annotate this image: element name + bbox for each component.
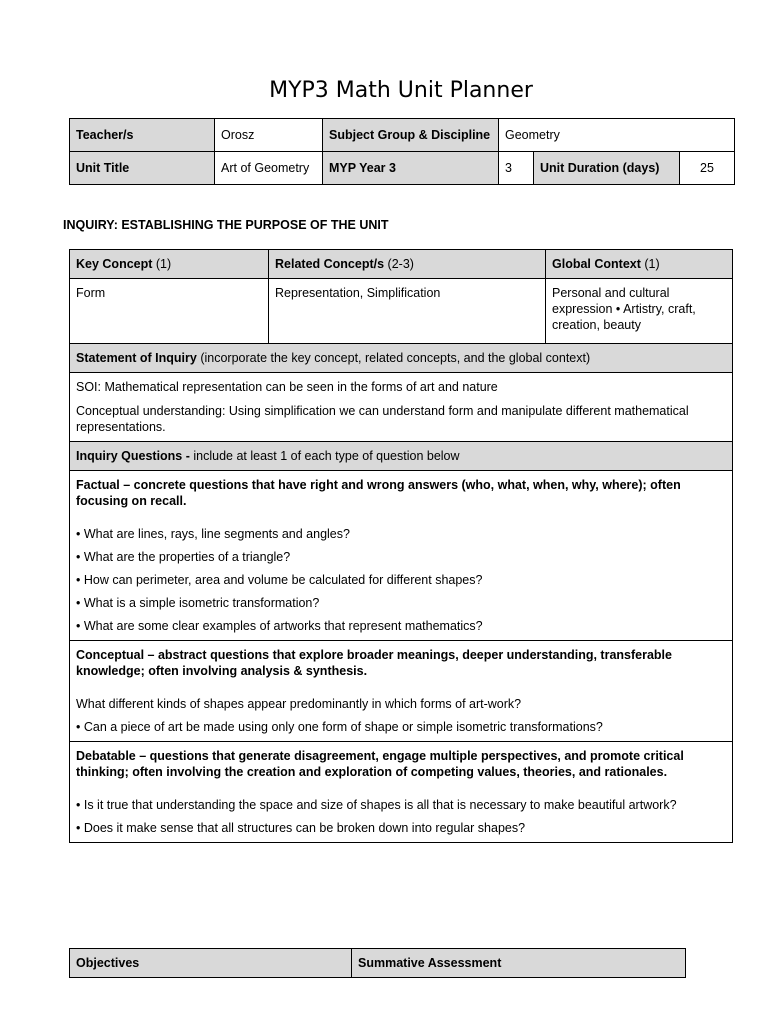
list-item: • What is a simple isometric transformation?	[76, 596, 320, 610]
list-item: • What are lines, rays, line segments and angles?	[76, 527, 350, 541]
inquiry-questions-label: Inquiry Questions -	[76, 449, 190, 463]
debatable-heading: Debatable – questions that generate disagreement, engage multiple perspectives, and promote critical thinking; often involving the creation and exploration of competing values, theories, and rationales.	[76, 749, 684, 779]
key-concept-label: Key Concept	[76, 257, 153, 271]
soi-header	[70, 344, 733, 373]
list-item: • What are the properties of a triangle?	[76, 550, 291, 564]
unit-title-value: Art of Geometry	[215, 152, 323, 185]
global-context-hint: (1)	[640, 257, 660, 271]
unit-header-table	[69, 118, 735, 185]
key-concept-hint: (1)	[152, 257, 172, 271]
related-concept-label: Related Concept/s	[275, 257, 385, 271]
related-concept-header	[269, 250, 546, 279]
page-title: MYP3 Math Unit Planner	[269, 78, 533, 103]
subject-label: Subject Group & Discipline	[323, 119, 499, 152]
factual-heading: Factual – concrete questions that have right and wrong answers (who, what, when, why, where); often focusing on recall.	[76, 478, 681, 508]
list-item: • Can a piece of art be made using only one form of shape or simple isometric transformations?	[76, 720, 603, 734]
section-heading: INQUIRY: ESTABLISHING THE PURPOSE OF THE UNIT	[63, 218, 389, 232]
key-concept-header	[70, 250, 269, 279]
list-item: What different kinds of shapes appear predominantly in which forms of art-work?	[76, 697, 522, 711]
inquiry-questions-hint: include at least 1 of each type of question below	[189, 449, 460, 463]
teacher-value: Orosz	[215, 119, 323, 152]
myp-year-value: 3	[499, 152, 534, 185]
key-concept-value: Form	[70, 279, 269, 344]
subject-value: Geometry	[499, 119, 735, 152]
factual-questions-cell	[70, 471, 733, 641]
list-item: • Is it true that understanding the space and size of shapes is all that is necessary to make beautiful artwork?	[76, 798, 677, 812]
objectives-header: Objectives	[70, 949, 352, 978]
related-concept-value: Representation, Simplification	[269, 279, 546, 344]
conceptual-questions-cell	[70, 641, 733, 742]
conceptual-understanding: Conceptual understanding: Using simplification we can understand form and manipulate different mathematical representations.	[76, 404, 689, 434]
list-item: • Does it make sense that all structures can be broken down into regular shapes?	[76, 821, 526, 835]
global-context-label: Global Context	[552, 257, 641, 271]
duration-value: 25	[680, 152, 735, 185]
myp-year-label: MYP Year 3	[323, 152, 499, 185]
summative-assessment-header: Summative Assessment	[352, 949, 686, 978]
soi-label: Statement of Inquiry	[76, 351, 197, 365]
global-context-value: Personal and cultural expression • Artistry, craft, creation, beauty	[546, 279, 733, 344]
soi-hint: (incorporate the key concept, related concepts, and the global context)	[196, 351, 591, 365]
global-context-header	[546, 250, 733, 279]
debatable-questions-cell	[70, 742, 733, 843]
conceptual-heading: Conceptual – abstract questions that explore broader meanings, deeper understanding, transferable knowledge; often involving analysis & synthesis.	[76, 648, 672, 678]
list-item: • How can perimeter, area and volume be calculated for different shapes?	[76, 573, 483, 587]
objectives-table	[69, 948, 686, 978]
unit-title-label: Unit Title	[70, 152, 215, 185]
inquiry-table	[69, 249, 733, 843]
inquiry-questions-header	[70, 442, 733, 471]
related-concept-hint: (2-3)	[384, 257, 414, 271]
duration-label: Unit Duration (days)	[534, 152, 680, 185]
soi-cell	[70, 373, 733, 442]
teacher-label: Teacher/s	[70, 119, 215, 152]
soi-text: SOI: Mathematical representation can be seen in the forms of art and nature	[76, 380, 498, 394]
list-item: • What are some clear examples of artworks that represent mathematics?	[76, 619, 483, 633]
